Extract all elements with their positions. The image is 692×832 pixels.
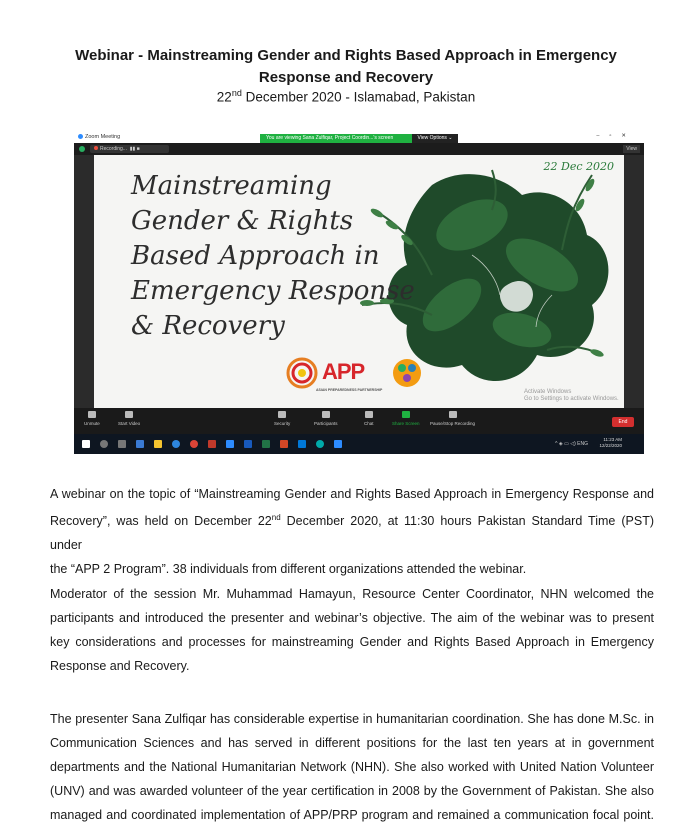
slide-title-line: Based Approach in xyxy=(131,241,380,271)
document-title xyxy=(0,45,692,89)
zoom-icon xyxy=(78,134,83,139)
share-banner-text: You are viewing Sana Zulfiqar, Project Coordin...'s screen xyxy=(266,135,394,141)
zoom-status-row xyxy=(74,143,644,155)
taskbar-app-icon xyxy=(226,440,234,448)
document-title-line2: Response and Recovery xyxy=(258,69,434,86)
recording-indicator: Recording... ▮▮ ■ xyxy=(90,145,169,153)
zoom-screenshot xyxy=(74,132,644,454)
taskbar-app-icon xyxy=(280,440,288,448)
paragraph-line: key considerations and processes for mainstreaming Gender and Rights Based Approach in Emergency xyxy=(50,635,654,649)
document-title-line1: Webinar - Mainstreaming Gender and Rights Based Approach in Emergency xyxy=(75,47,617,64)
taskbar-app-icon xyxy=(172,440,180,448)
slide-title xyxy=(131,169,415,344)
zoom-window-title: Zoom Meeting xyxy=(78,134,120,140)
paragraph-line: (UNV) and was awarded volunteer of the year certification in 2008 by the Government of Pakistan. She also xyxy=(50,784,654,798)
app-logo-subtitle: ASIAN PREPAREDNESS PARTNERSHIP xyxy=(316,388,383,392)
windows-taskbar xyxy=(74,434,644,454)
unmute-button: Unmute xyxy=(84,411,100,426)
taskbar-app-icon xyxy=(298,440,306,448)
paragraph-line: Response and Recovery. xyxy=(50,659,190,673)
system-tray: ^ ◈ ▭ ◁) ENG xyxy=(555,441,588,447)
paragraph-1 xyxy=(50,482,654,581)
share-screen-icon xyxy=(402,411,410,418)
app-logo-text: APP xyxy=(322,359,365,384)
presentation-slide xyxy=(94,155,624,408)
paragraph-2 xyxy=(50,582,654,678)
video-icon xyxy=(125,411,133,418)
paragraph-line: Moderator of the session Mr. Muhammad Hamayun, Resource Center Coordinator, NHN welcomed the xyxy=(50,587,654,601)
paragraph-line: departments and the National Humanitarian Network (NHN). She also worked with United Nation Volunteer xyxy=(50,760,654,774)
taskbar-app-icon xyxy=(316,440,324,448)
date-suffix: nd xyxy=(231,88,242,98)
paragraph-line: managed and coordinated implementation of APP/PRP program and remained a communication focal point. xyxy=(50,808,654,822)
taskbar-app-icon xyxy=(136,440,144,448)
recording-icon xyxy=(449,411,457,418)
windows-start-icon xyxy=(82,440,90,448)
start-video-button: Start Video xyxy=(118,411,140,426)
taskbar-app-icon xyxy=(154,440,162,448)
security-icon xyxy=(278,411,286,418)
recording-icon xyxy=(94,146,98,150)
paragraph-line: Communication Sciences and has served in different positions for the last ten years at in government xyxy=(50,736,654,750)
paragraph-line: participants and introduced the presenter and webinar’s objective. The aim of the webinar was to present xyxy=(50,611,654,625)
share-screen-button: Share Screen xyxy=(392,411,420,426)
pause-recording-button: Pause/Stop Recording xyxy=(430,411,475,426)
view-button: View xyxy=(623,145,640,153)
date-rest: December 2020 - Islamabad, Pakistan xyxy=(241,89,476,105)
slide-title-line: Emergency Response xyxy=(131,276,415,306)
slide-date: 22 Dec 2020 xyxy=(543,160,614,173)
chat-button: Chat xyxy=(364,411,374,426)
view-options-button: View Options ⌄ xyxy=(412,134,458,143)
activate-windows-watermark: Activate Windows Go to Settings to activate Windows. xyxy=(524,389,619,402)
slide-title-line: Gender & Rights xyxy=(131,206,354,236)
end-meeting-button: End xyxy=(612,417,634,427)
share-banner xyxy=(260,134,458,143)
taskbar-app-icon xyxy=(262,440,270,448)
taskbar-app-icon xyxy=(334,440,342,448)
taskbar-app-icon xyxy=(244,440,252,448)
participants-icon xyxy=(322,411,330,418)
taskbar-clock: 11:23 AM 12/22/2020 xyxy=(599,437,622,448)
paragraph-line: Recovery”, was held on December 22nd December 2020, at 11:30 hours Pakistan Standard Time (PST) under xyxy=(50,513,654,553)
paragraph-line: the “APP 2 Program”. 38 individuals from different organizations attended the webinar. xyxy=(50,562,527,577)
shield-icon xyxy=(79,146,85,152)
paragraph-line: The presenter Sana Zulfiqar has considerable expertise in humanitarian coordination. She has done M.Sc. in xyxy=(50,712,654,726)
window-controls: ‒▫✕ xyxy=(596,133,636,139)
participants-button: Participants xyxy=(314,411,338,426)
document-dateline xyxy=(0,88,692,105)
slide-title-line: & Recovery xyxy=(131,311,285,341)
search-icon xyxy=(100,440,108,448)
task-view-icon xyxy=(118,440,126,448)
zoom-toolbar xyxy=(74,408,644,434)
paragraph-line: A webinar on the topic of “Mainstreaming Gender and Rights Based Approach in Emergency Response and xyxy=(50,487,654,501)
slide-title-line: Mainstreaming xyxy=(131,171,332,201)
taskbar-app-icon xyxy=(190,440,198,448)
microphone-icon xyxy=(88,411,96,418)
security-button: Security xyxy=(274,411,290,426)
taskbar-app-icon xyxy=(208,440,216,448)
chat-icon xyxy=(365,411,373,418)
date-day: 22 xyxy=(216,89,232,105)
paragraph-3 xyxy=(50,707,654,827)
